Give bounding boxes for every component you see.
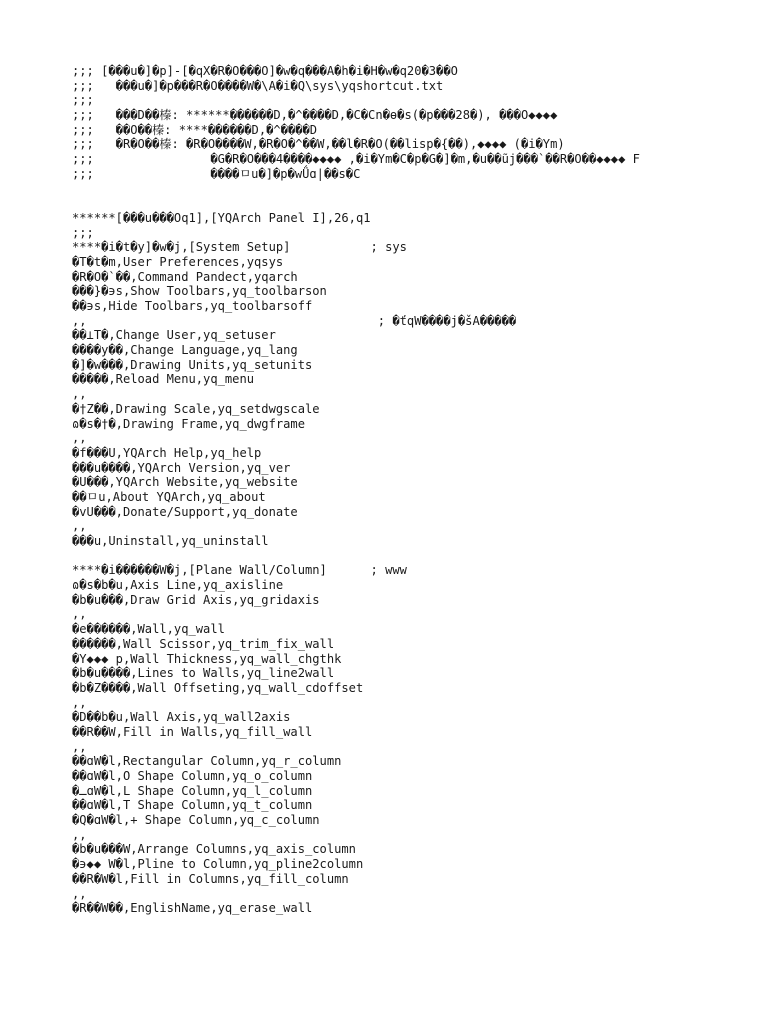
text-line: �f���U,YQArch Help,yq_help — [72, 445, 262, 460]
text-line: �R�O�`��,Command Pandect,yqarch — [72, 269, 298, 284]
text-line: �D��b�u,Wall Axis,yq_wall2axis — [72, 710, 291, 725]
text-line: �Y◆◆◆ p,Wall Thickness,yq_wall_chgthk — [72, 651, 342, 666]
text-line: ������,Wall Scissor,yq_trim_fix_wall — [72, 636, 335, 651]
text-line: �R��W��,EnglishName,yq_erase_wall — [72, 901, 313, 916]
text-line: ,, — [72, 607, 87, 622]
text-line: ;;; ���D��榛: ******������D,�^����D,�C�Cn�ө�s(�p���28�), ���O◆◆◆◆ — [72, 108, 558, 123]
text-line: �b�u���W,Arrange Columns,yq_axis_column — [72, 842, 356, 857]
text-line — [72, 549, 752, 564]
text-line: �e������,Wall,yq_wall — [72, 622, 225, 637]
text-line — [72, 182, 752, 197]
text-line: ****�i�t�y]�w�j,[System Setup] ; sys — [72, 240, 407, 255]
text-line: ��ɑW�l,O Shape Column,yq_o_column — [72, 769, 313, 783]
text-line: ���}�϶s,Show Toolbars,yq_toolbarson — [72, 284, 327, 299]
text-line: ����y��,Change Language,yq_lang — [72, 343, 298, 358]
text-line: ��ɑW�l,T Shape Column,yq_t_column — [72, 798, 313, 813]
text-line: ;;; �G�R�O���4����◆◆◆◆ ,�i�Ym�C�p�G�]�m,�u��ũj���`��R�O��◆◆◆◆ F — [72, 152, 640, 167]
text-line: ;;; [���u�]�p]-[�qX�R�O���O]�w�q���A�h�i�H�w�q20�3��O — [72, 64, 458, 78]
text-line: ɷ�s�b�u,Axis Line,yq_axisline — [72, 578, 284, 593]
text-line: ���u����,YQArch Version,yq_ver — [72, 460, 291, 475]
text-line: ****�i������W�j,[Plane Wall/Column] ; www — [72, 563, 407, 578]
text-line: ��ɑW�l,Rectangular Column,yq_r_column — [72, 754, 342, 769]
text-line: �b�Z����,Wall Offseting,yq_wall_cdoffset — [72, 680, 364, 695]
text-line: �ـɑW�l,L Shape Column,yq_l_column — [72, 783, 313, 798]
text-line: ;;; ����ㅁu�]�p�wǗɑ|��s�C — [72, 166, 361, 181]
text-line: ,, — [72, 827, 87, 842]
text-line: ,, — [72, 519, 87, 534]
text-line: ,, — [72, 431, 87, 446]
text-line: �]�w���,Drawing Units,yq_setunits — [72, 357, 313, 372]
text-line: �b�u����,Lines to Walls,yq_line2wall — [72, 666, 335, 681]
text-line — [72, 196, 752, 211]
text-line: ,, — [72, 739, 87, 754]
text-line: ;;; ��O��榛: ****������D,�^����D — [72, 122, 318, 137]
text-line: ��϶s,Hide Toolbars,yq_toolbarsoff — [72, 299, 313, 313]
text-line: ��⊥T�,Change User,yq_setuser — [72, 328, 276, 343]
text-line: �T�t�m,User Preferences,yqsys — [72, 254, 284, 269]
text-line: ��R�W�l,Fill in Columns,yq_fill_column — [72, 871, 349, 886]
text-line: �†Z��,Drawing Scale,yq_setdwgscale — [72, 401, 320, 416]
text-line: ******[���u���Oq1],[YQArch Panel I],26,q1 — [72, 210, 371, 225]
text-line: �Q�ɑW�l,+ Shape Column,yq_c_column — [72, 813, 320, 828]
text-line: ,, — [72, 695, 87, 710]
text-line: ;;; — [72, 93, 94, 108]
text-line: ��ㅁu,About YQArch,yq_about — [72, 489, 266, 504]
menu-source-text — [72, 64, 752, 916]
text-line: ,, — [72, 387, 87, 402]
text-line: ���u,Uninstall,yq_uninstall — [72, 534, 269, 548]
text-line: �vU���,Donate/Support,yq_donate — [72, 504, 298, 519]
text-line: ��R��W,Fill in Walls,yq_fill_wall — [72, 724, 313, 739]
text-line: ;;; ���u�]�p���R�O����W�\A�i�Q\sys\yqshortcut.txt — [72, 78, 444, 93]
text-line: ,, ; �ťqW����j�šA����� — [72, 313, 517, 328]
text-line: ;;; �R�O��榛: �R�O����W,�R�O�^��W,��l�R�O(��lisp�{��),◆◆◆◆ (�i�Ym) — [72, 137, 565, 152]
text-line: ɷ�s�†�,Drawing Frame,yq_dwgframe — [72, 416, 305, 431]
text-line: �϶◆◆ W�l,Pline to Column,yq_pline2column — [72, 857, 364, 872]
text-line: �U���,YQArch Website,yq_website — [72, 475, 298, 490]
text-line: ;;; — [72, 225, 94, 240]
text-line: �����,Reload Menu,yq_menu — [72, 372, 255, 387]
text-line: �b�u���,Draw Grid Axis,yq_gridaxis — [72, 592, 320, 607]
text-line: ,, — [72, 886, 87, 901]
